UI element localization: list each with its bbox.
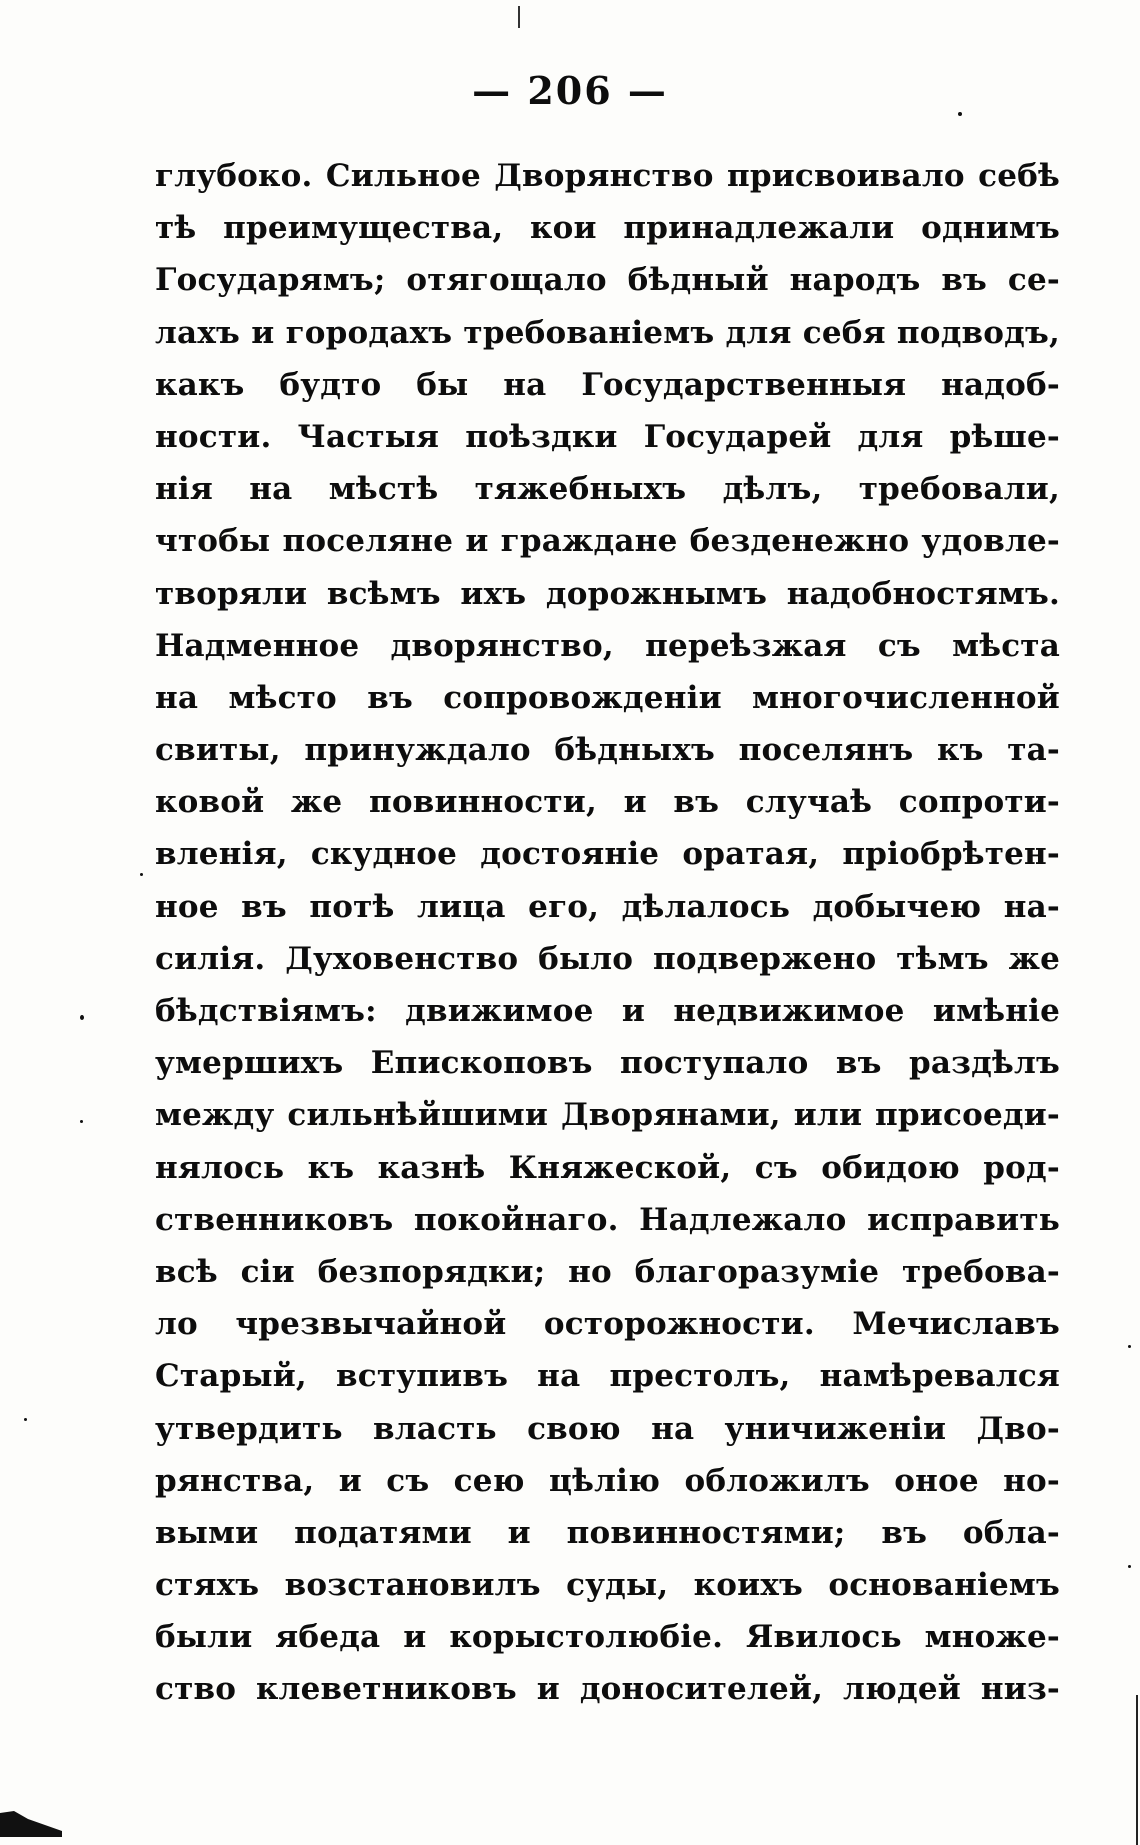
text-line: рянства, и съ сею цѣлію обложилъ оное но- [155,1462,1060,1499]
text-line: силія. Духовенство было подвержено тѣмъ же [155,940,1060,977]
page-number-header: — 206 — [472,68,668,113]
text-line: всѣ сіи безпорядки; но благоразуміе требова- [155,1253,1060,1290]
text-line: свиты, принуждало бѣдныхъ поселянъ къ та- [155,732,1060,769]
text-line: ное въ потѣ лица его, дѣлалось добычею на- [155,888,1060,925]
text-line: выми податями и повинностями; въ обла- [155,1514,1060,1551]
page-body-text [155,150,1060,1716]
text-line: Государямъ; отягощало бѣдный народъ въ се- [155,262,1060,299]
text-line: утвердить власть свою на уничиженіи Дво- [155,1410,1060,1447]
scan-speck [958,112,962,116]
scan-speck [1128,1565,1131,1568]
text-line: на мѣсто въ сопровожденіи многочисленной [155,679,1060,716]
text-line: ности. Частыя поѣздки Государей для рѣше- [155,418,1060,455]
text-line: вленія, скудное достояніе оратая, пріобрѣтен- [155,836,1060,873]
scan-speck [140,873,143,876]
scan-speck [80,1015,84,1020]
text-line: ственниковъ покойнаго. Надлежало исправить [155,1201,1060,1238]
scan-speck [1128,1345,1131,1348]
text-line: Старый, вступивъ на престолъ, намѣревался [155,1358,1060,1395]
text-line: творяли всѣмъ ихъ дорожнымъ надобностямъ. [155,575,1060,612]
text-line: ство клеветниковъ и доносителей, людей низ- [155,1671,1060,1708]
text-line: чтобы поселяне и граждане безденежно удовле- [155,523,1060,560]
scan-speck [24,1418,27,1421]
text-line: между сильнѣйшими Дворянами, или присоеди- [155,1097,1060,1134]
text-line: бѣдствіямъ: движимое и недвижимое имѣніе [155,993,1060,1029]
text-line: тѣ преимущества, кои принадлежали однимъ [155,210,1060,247]
text-line: Надменное дворянство, переѣзжая съ мѣста [155,627,1060,664]
text-line: какъ будто бы на Государственныя надоб- [155,366,1060,403]
text-line: глубоко. Сильное Дворянство присвоивало себѣ [155,158,1060,194]
text-line: ковой же повинности, и въ случаѣ сопроти- [155,784,1060,821]
page-edge-line [1136,1695,1138,1845]
text-line: ло чрезвычайной осторожности. Мечиславъ [155,1306,1060,1343]
text-line: были ябеда и корыстолюбіе. Явилось множе- [155,1619,1060,1656]
scan-mark [518,6,520,28]
page-edge-shadow [0,1809,62,1837]
text-line: нялось къ казнѣ Княжеской, съ обидою род- [155,1149,1060,1186]
text-line: лахъ и городахъ требованіемъ для себя подводъ, [155,314,1060,351]
text-line: нія на мѣстѣ тяжебныхъ дѣлъ, требовали, [155,471,1060,508]
text-line: умершихъ Епископовъ поступало въ раздѣлъ [155,1045,1060,1082]
text-line: стяхъ возстановилъ суды, коихъ основаніемъ [155,1567,1060,1604]
scan-speck [80,1120,83,1123]
